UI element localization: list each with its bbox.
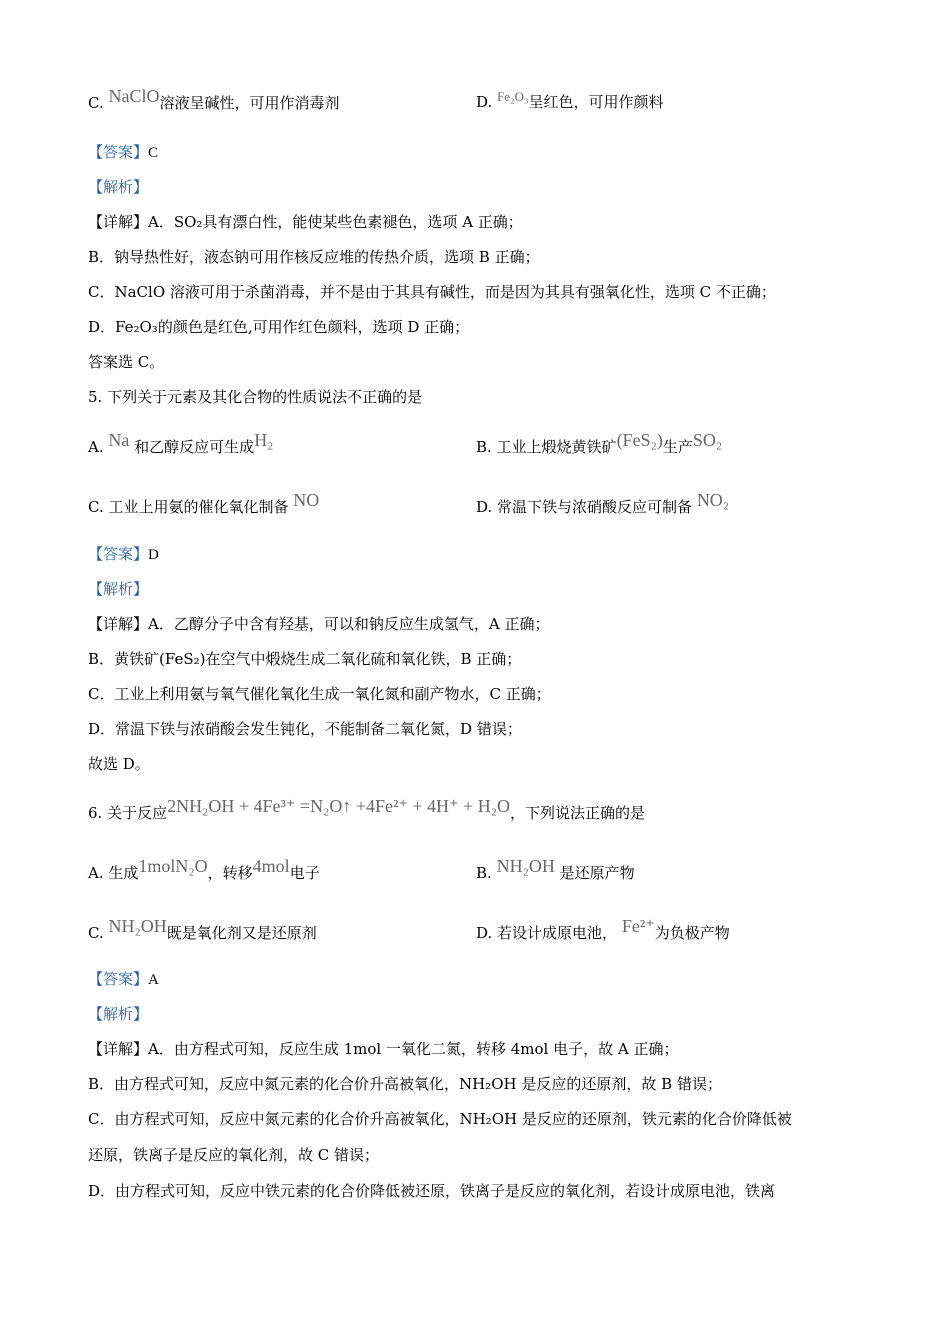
q4-conclusion: 答案选 C。 (88, 353, 165, 371)
q6-detail-d: D．由方程式可知，反应中铁元素的化合价降低被还原，铁离子是反应的氧化剂，若设计成原电池，铁离 (88, 1182, 776, 1200)
q6-detail-c-line2: 还原，铁离子是反应的氧化剂，故 C 错误； (88, 1146, 380, 1164)
q6-analysis-tag: 【解析】 (88, 1005, 149, 1023)
q5-option-a: A. Na 和乙醇反应可生成H₂ (88, 430, 274, 456)
q6-stem: 6. 关于反应2NH₂OH + 4Fe³⁺ =N₂O↑ +4Fe²⁺ + 4H⁺ + H₂O，下列说法正确的是 (88, 796, 645, 822)
q5-detail-c: C．工业上利用氨与氧气催化氧化生成一氧化氮和副产物水，C 正确； (88, 685, 551, 703)
answer-tag: 【答案】 (88, 545, 149, 563)
q5-detail-a: 【详解】A．乙醇分子中含有羟基，可以和钠反应生成氢气，A 正确； (88, 615, 550, 633)
q4-analysis-tag: 【解析】 (88, 178, 149, 196)
q6-detail-c-line1: C．由方程式可知，反应中氮元素的化合价升高被氧化，NH₂OH 是反应的还原剂，铁元素的化合价降低被 (88, 1110, 792, 1128)
q6-option-c: C. NH₂OH既是氧化剂又是还原剂 (88, 916, 317, 942)
q5-answer: 【答案】D (88, 545, 159, 563)
q6-detail-b: B．由方程式可知，反应中氮元素的化合价升高被氧化，NH₂OH 是反应的还原剂，故 B 错误； (88, 1075, 722, 1093)
q5-option-b: B. 工业上煅烧黄铁矿(FeS₂)生产SO₂ (476, 430, 723, 456)
q4-detail-c: C．NaClO 溶液可用于杀菌消毒，并不是由于其具有碱性，而是因为其具有强氧化性，选项 C 不正确； (88, 283, 776, 301)
q6-option-a: A. 生成1molN₂O，转移4mol电子 (88, 856, 320, 882)
q5-stem: 5. 下列关于元素及其化合物的性质说法不正确的是 (88, 388, 423, 406)
detail-tag: 【详解】 (88, 1040, 149, 1058)
q6-option-b: B. NH₂OH 是还原产物 (476, 856, 635, 882)
q5-option-c: C. 工业上用氨的催化氧化制备 NO (88, 490, 320, 516)
q5-detail-b: B．黄铁矿(FeS₂)在空气中煅烧生成二氧化硫和氧化铁，B 正确； (88, 650, 522, 668)
q6-answer: 【答案】A (88, 970, 159, 988)
q4-detail-a: 【详解】A．SO₂具有漂白性，能使某些色素褪色，选项 A 正确； (88, 213, 523, 231)
q4-detail-d: D．Fe₂O₃的颜色是红色,可用作红色颜料，选项 D 正确； (88, 318, 470, 336)
q4-detail-b: B．钠导热性好，液态钠可用作核反应堆的传热介质，选项 B 正确； (88, 248, 540, 266)
q4-option-c: C. NaClO溶液呈碱性，可用作消毒剂 (88, 86, 340, 112)
answer-tag: 【答案】 (88, 143, 149, 161)
q5-conclusion: 故选 D。 (88, 755, 150, 773)
q4-option-d-formula: Fe₂O₃ (497, 89, 529, 104)
detail-tag: 【详解】 (88, 213, 149, 231)
q5-analysis-tag: 【解析】 (88, 580, 149, 598)
detail-tag: 【详解】 (88, 615, 149, 633)
q6-detail-a: 【详解】A．由方程式可知，反应生成 1mol 一氧化二氮，转移 4mol 电子，故 A 正确； (88, 1040, 679, 1058)
q4-answer: 【答案】C (88, 143, 159, 161)
q5-detail-d: D．常温下铁与浓硝酸会发生钝化，不能制备二氧化氮，D 错误； (88, 720, 522, 738)
q6-equation: 2NH₂OH + 4Fe³⁺ =N₂O↑ +4Fe²⁺ + 4H⁺ + H₂O (167, 796, 510, 816)
q6-option-d: D. 若设计成原电池， Fe²⁺为负极产物 (476, 916, 730, 942)
answer-tag: 【答案】 (88, 970, 149, 988)
q5-option-d: D. 常温下铁与浓硝酸反应可制备 NO₂ (476, 490, 730, 516)
q4-option-d: D. Fe₂O₃呈红色，可用作颜料 (476, 89, 664, 111)
q4-option-c-formula: NaClO (108, 86, 160, 106)
